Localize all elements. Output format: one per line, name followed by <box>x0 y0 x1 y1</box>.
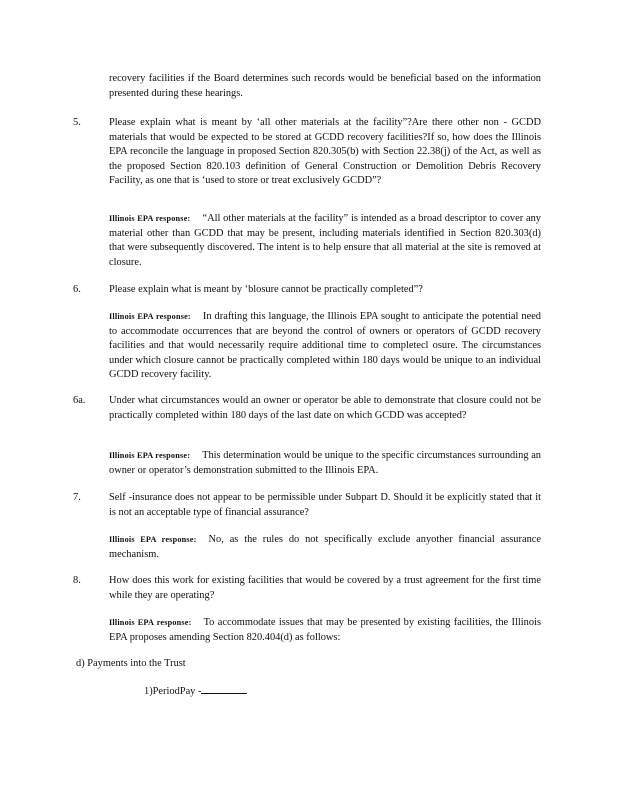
subitem-text: PeriodPay - <box>152 686 202 697</box>
response-label: Illinois EPA response: <box>109 535 197 544</box>
item-number: 8. <box>73 575 81 586</box>
item-number: 7. <box>73 492 81 503</box>
response-text: This determination would be unique to the specific circumstances surrounding an owner or operator’s demonstration submitted to the Illinois EPA. <box>109 450 541 476</box>
response-label: Illinois EPA response: <box>109 214 191 223</box>
item-number: 6a. <box>73 395 86 406</box>
response-paragraph <box>109 533 541 562</box>
response-text: No, as the rules do not specifically exclude anyother financial assurance mechanism. <box>109 534 541 560</box>
response-label: Illinois EPA response: <box>109 312 191 321</box>
response-paragraph <box>109 212 541 270</box>
amendment-subitem <box>144 683 247 700</box>
item-number: 6. <box>73 284 81 295</box>
blank-underline <box>201 683 247 694</box>
response-text: To accommodate issues that may be presented by existing facilities, the Illinois EPA proposes amending Section 820.404(d) as follows: <box>109 617 541 643</box>
item-number: 5. <box>73 117 81 128</box>
intro-paragraph: recovery facilities if the Board determines such records would be beneficial based on the information presented during these hearings. <box>109 73 541 99</box>
subitem-prefix: 1) <box>144 686 153 697</box>
response-paragraph <box>109 310 541 383</box>
response-text: “All other materials at the facility” is intended as a broad descriptor to cover any material other than GCDD that may be present, including materials identified in Section 820.303(d) that were subsequently discovered. The intent is to help ensure that all material at the site is removed at closure. <box>109 213 541 268</box>
question-text: Please explain what is meant by ‘blosure cannot be practically completed”? <box>109 284 423 295</box>
response-paragraph <box>109 449 541 478</box>
question-text: Under what circumstances would an owner or operator be able to demonstrate that closure could not be practically completed within 180 days of the last date on which GCDD was accepted? <box>109 395 541 421</box>
response-label: Illinois EPA response: <box>109 618 192 627</box>
question-text: Self -insurance does not appear to be permissible under Subpart D. Should it be explicitly stated that it is not an acceptable type of financial assurance? <box>109 492 541 518</box>
response-text: In drafting this language, the Illinois EPA sought to anticipate the potential need to accommodate occurrences that are beyond the control of owners or operators of GCDD recovery facilities and that would necessarily require additional time to completecl osure. The circumstances under which closure cannot be practically completed within 180 days would be unique to an individual GCDD recovery facility. <box>109 311 541 381</box>
question-text: Please explain what is meant by ‘all other materials at the facility”?Are there other non - GCDD materials that would be expected to be stored at GCDD recovery facilities?If so, how does the Illinois EPA reconcile the language in proposed Section 820.305(b) with Section 22.38(j) of the Act, as well as the proposed Section 820.103 definition of General Construction or Demolition Debris Recovery Facility, as one that is ‘used to store or treat exclusively GCDD”? <box>109 117 541 187</box>
question-text: How does this work for existing facilities that would be covered by a trust agreement for the first time while they are operating? <box>109 575 541 601</box>
amendment-heading: d) Payments into the Trust <box>76 658 186 669</box>
response-paragraph <box>109 616 541 645</box>
response-label: Illinois EPA response: <box>109 451 191 460</box>
